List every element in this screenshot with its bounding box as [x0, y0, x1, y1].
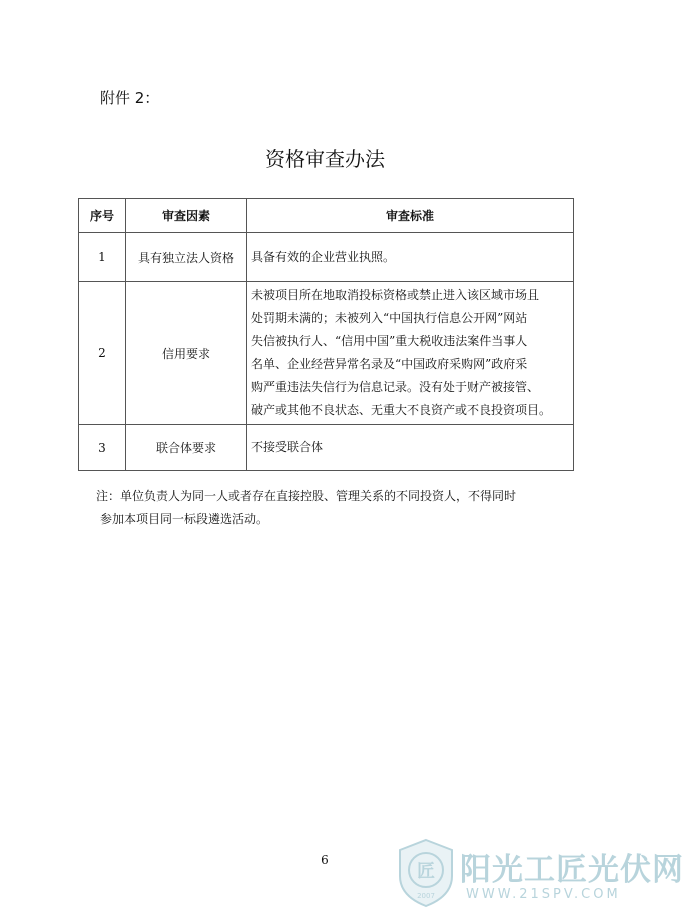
standard-line: 购严重违法失信行为信息记录。没有处于财产被接管、: [251, 380, 540, 394]
row-no: 1: [79, 233, 126, 282]
footnote: [96, 485, 517, 531]
watermark-url: WWW.21SPV.COM: [466, 887, 621, 902]
table-row: [79, 425, 574, 471]
row-factor: 具有独立法人资格: [126, 233, 247, 282]
row-no: 3: [79, 425, 126, 471]
note-line: 参加本项目同一标段遴选活动。: [100, 512, 269, 526]
table-row: [79, 233, 574, 282]
standard-line: 不接受联合体: [251, 440, 324, 454]
standard-line: 名单、企业经营异常名录及“中国政府采购网”政府采: [251, 357, 528, 371]
qualification-review-table: [78, 198, 574, 471]
watermark-logo: [396, 838, 684, 910]
row-no: 2: [79, 282, 126, 425]
standard-line: 破产或其他不良状态、无重大不良资产或不良投资项目。: [251, 403, 552, 417]
header-factor: 审查因素: [126, 199, 247, 233]
row-factor: 信用要求: [126, 282, 247, 425]
watermark-badge-char: 匠: [417, 861, 435, 882]
watermark-badge-year: 2007: [417, 892, 435, 900]
page-title: 资格审查办法: [265, 147, 385, 171]
standard-line: 未被项目所在地取消投标资格或禁止进入该区域市场且: [251, 288, 540, 302]
row-standard: [247, 425, 574, 471]
note-line: 注：单位负责人为同一人或者存在直接控股、管理关系的不同投资人，不得同时: [96, 489, 517, 503]
header-standard: 审查标准: [247, 199, 574, 233]
page-number: 6: [321, 853, 329, 867]
watermark-name: 阳光工匠光伏网: [460, 852, 684, 888]
row-standard: [247, 282, 574, 425]
row-standard: [247, 233, 574, 282]
table-header-row: [79, 199, 574, 233]
standard-line: 失信被执行人、“信用中国”重大税收违法案件当事人: [251, 334, 528, 348]
table-row: [79, 282, 574, 425]
shield-badge-icon: [396, 838, 456, 908]
header-no: 序号: [79, 199, 126, 233]
standard-line: 具备有效的企业营业执照。: [251, 249, 396, 264]
row-factor: 联合体要求: [126, 425, 247, 471]
attachment-label: 附件 2：: [100, 89, 160, 107]
standard-line: 处罚期未满的；未被列入“中国执行信息公开网”网站: [251, 311, 528, 325]
